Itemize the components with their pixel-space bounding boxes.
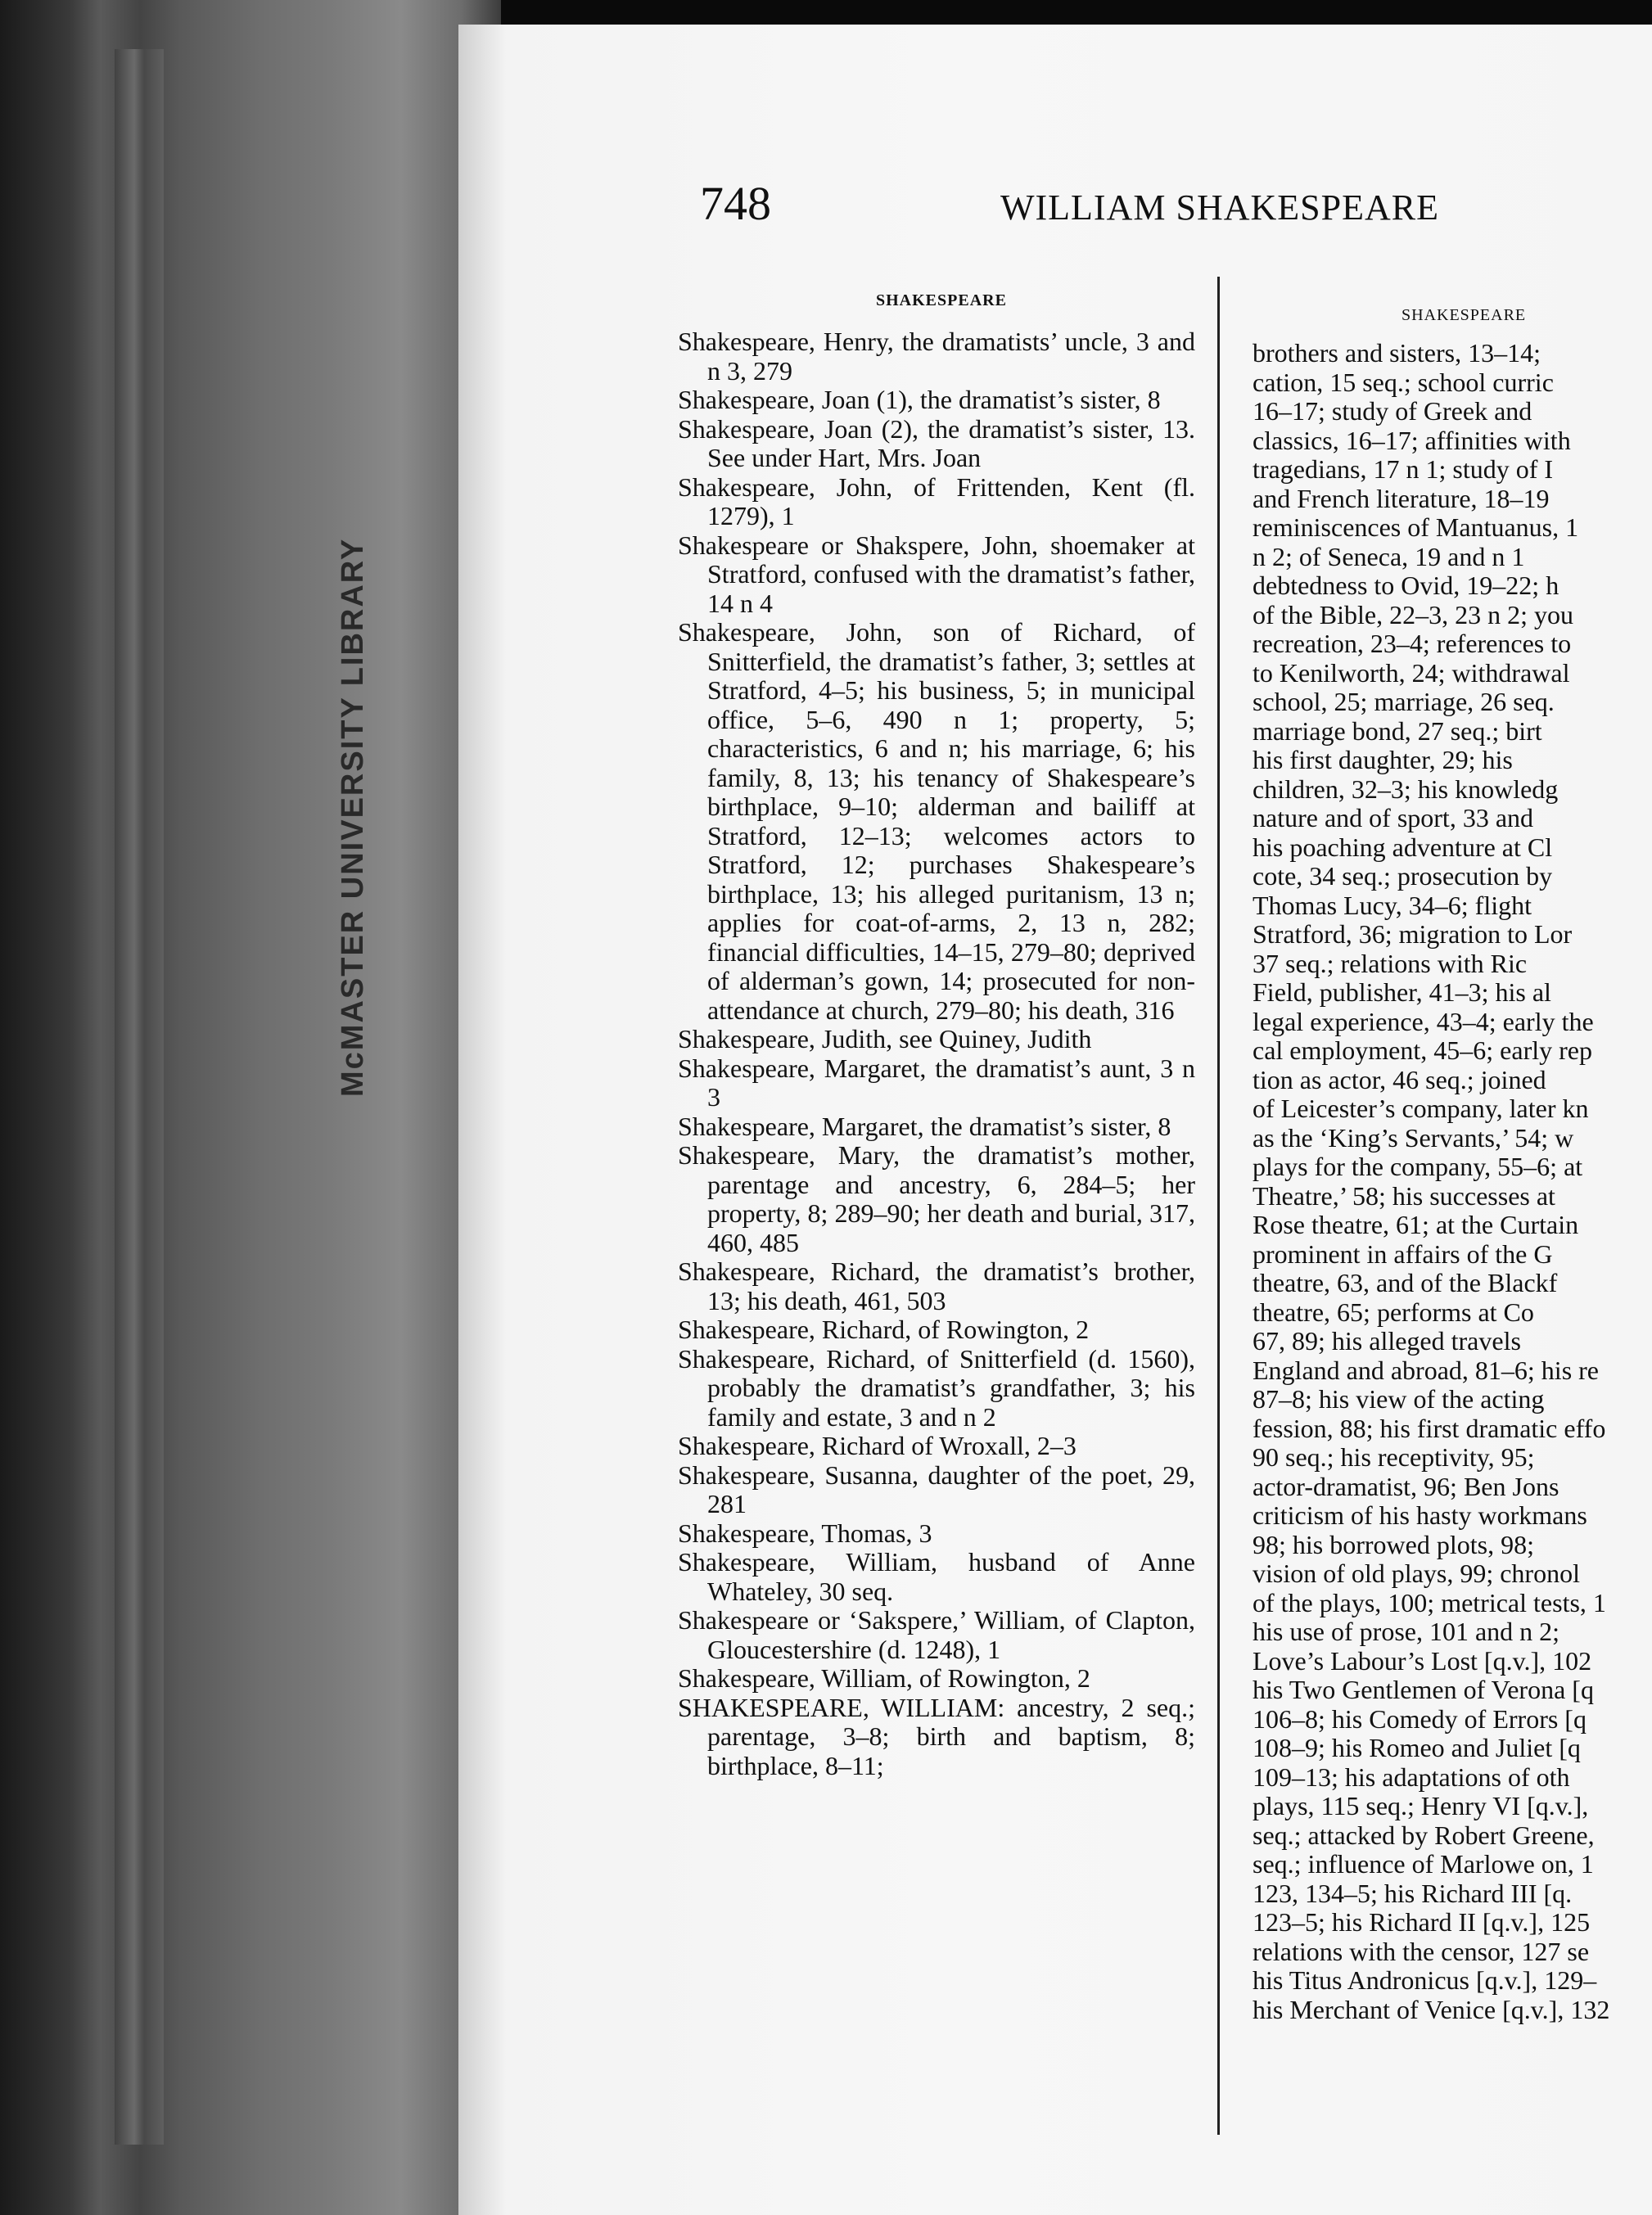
- index-line: classics, 16–17; affinities with: [1253, 425, 1571, 455]
- index-entry: Shakespeare, John, son of Richard, of Snitterfield, the dramatist’s father, 3; settles at Stratford, 4–5; his business, 5; in municipal office, 5–6, 490 n 1; property, 5; characteristics, 6 and n; his marriage, 6; his family, 8, 13; his tenancy of Shakespeare’s birthplace, 9–10; alderman and bailiff at Stratford, 12–13; welcomes actors to Stratford, 12; purchases Shakespeare’s birthplace, 13; his alleged puritanism, 13 n; applies for coat-of-arms, 2, 13 n, 282; financial difficulties, 14–15, 279–80; deprived of alderman’s gown, 14; prosecuted for non-attendance at church, 279–80; his death, 316: [678, 617, 1195, 1025]
- index-line: school, 25; marriage, 26 seq.: [1253, 687, 1555, 716]
- index-entry: Shakespeare, Henry, the dramatists’ uncle, 3 and n 3, 279: [678, 327, 1195, 386]
- index-entry: Shakespeare, Margaret, the dramatist’s aunt, 3 n 3: [678, 1053, 1195, 1112]
- index-entry: SHAKESPEARE, WILLIAM: ancestry, 2 seq.; parentage, 3–8; birth and baptism, 8; birthplace, 8–11;: [678, 1692, 1195, 1780]
- index-line: children, 32–3; his knowledg: [1253, 774, 1559, 804]
- index-line: tion as actor, 46 seq.; joined: [1253, 1064, 1546, 1094]
- book-binding: [0, 0, 501, 2215]
- index-line: 98; his borrowed plots, 98;: [1253, 1529, 1534, 1559]
- index-line: Theatre,’ 58; his successes at: [1253, 1180, 1555, 1211]
- index-line: 109–13; his adaptations of oth: [1253, 1762, 1570, 1792]
- index-line: Field, publisher, 41–3; his al: [1253, 977, 1551, 1007]
- index-line: 123–5; his Richard II [q.v.], 125: [1253, 1907, 1591, 1937]
- index-entry: Shakespeare, Joan (1), the dramatist’s sister, 8: [678, 385, 1161, 414]
- index-line: and French literature, 18–19: [1253, 483, 1550, 513]
- index-line: theatre, 63, and of the Blackf: [1253, 1268, 1558, 1297]
- right-column-heading: SHAKESPEARE: [1401, 306, 1527, 324]
- index-line: seq.; influence of Marlowe on, 1: [1253, 1849, 1594, 1879]
- index-line: as the ‘King’s Servants,’ 54; w: [1253, 1122, 1574, 1153]
- index-line: 87–8; his view of the acting: [1253, 1384, 1545, 1414]
- index-entry: Shakespeare, William, husband of Anne Whateley, 30 seq.: [678, 1547, 1195, 1606]
- index-entry: Shakespeare, Mary, the dramatist’s mother, parentage and ancestry, 6, 284–5; her property, 8; 289–90; her death and burial, 317, 460, 485: [678, 1140, 1195, 1257]
- index-line: Love’s Labour’s Lost [q.v.], 102: [1253, 1645, 1592, 1676]
- index-line: 37 seq.; relations with Ric: [1253, 948, 1528, 978]
- index-entry: Shakespeare, William, of Rowington, 2: [678, 1663, 1090, 1693]
- index-line: theatre, 65; performs at Co: [1253, 1297, 1534, 1327]
- index-line: seq.; attacked by Robert Greene,: [1253, 1820, 1595, 1850]
- index-line: Rose theatre, 61; at the Curtain: [1253, 1210, 1579, 1239]
- index-entry: Shakespeare, Joan (2), the dramatist’s sister, 13. See under Hart, Mrs. Joan: [678, 413, 1195, 472]
- index-line: relations with the censor, 127 se: [1253, 1936, 1590, 1966]
- index-line: his first daughter, 29; his: [1253, 745, 1513, 774]
- index-line: Thomas Lucy, 34–6; flight: [1253, 890, 1532, 920]
- index-line: 16–17; study of Greek and: [1253, 396, 1532, 426]
- index-line: tragedians, 17 n 1; study of I: [1253, 454, 1554, 484]
- index-entry: Shakespeare, Richard, of Rowington, 2: [678, 1315, 1090, 1344]
- index-entry: Shakespeare, Margaret, the dramatist’s sister, 8: [678, 1111, 1171, 1141]
- index-line: brothers and sisters, 13–14;: [1253, 339, 1541, 368]
- index-line: to Kenilworth, 24; withdrawal: [1253, 657, 1570, 688]
- index-line: of the Bible, 22–3, 23 n 2; you: [1253, 599, 1573, 629]
- index-line: actor-dramatist, 96; Ben Jons: [1253, 1471, 1559, 1501]
- page-number: 748: [700, 177, 771, 230]
- index-entry: Shakespeare, Richard, the dramatist’s brother, 13; his death, 461, 503: [678, 1256, 1195, 1315]
- index-entry: Shakespeare, Richard, of Snitterfield (d. 1560), probably the dramatist’s grandfather, 3; his family and estate, 3 and n 2: [678, 1343, 1195, 1432]
- index-entry: Shakespeare or Shakspere, John, shoemaker at Stratford, confused with the dramatist’s father, 14 n 4: [678, 530, 1195, 618]
- index-line: 108–9; his Romeo and Juliet [q: [1253, 1733, 1581, 1762]
- index-line: 67, 89; his alleged travels: [1253, 1326, 1521, 1356]
- index-line: his poaching adventure at Cl: [1253, 832, 1553, 862]
- index-entry: Shakespeare, Susanna, daughter of the poet, 29, 281: [678, 1459, 1195, 1518]
- index-line: vision of old plays, 99; chronol: [1253, 1559, 1580, 1588]
- index-line: plays for the company, 55–6; at: [1253, 1152, 1583, 1181]
- index-line: Stratford, 36; migration to Lor: [1253, 919, 1573, 949]
- index-entry: Shakespeare, John, of Frittenden, Kent (fl. 1279), 1: [678, 471, 1195, 530]
- index-line: criticism of his hasty workmans: [1253, 1500, 1587, 1530]
- spine-edge: [115, 49, 164, 2145]
- running-head: WILLIAM SHAKESPEARE: [1000, 187, 1439, 228]
- right-column: [1253, 339, 1652, 2156]
- index-line: 106–8; his Comedy of Errors [q: [1253, 1703, 1587, 1734]
- left-column: [678, 327, 1195, 1780]
- library-stamp: McMASTER UNIVERSITY LIBRARY: [336, 537, 370, 1097]
- index-entry: Shakespeare, Thomas, 3: [678, 1518, 932, 1548]
- index-entry: Shakespeare, Judith, see Quiney, Judith: [678, 1024, 1092, 1053]
- index-line: cal employment, 45–6; early rep: [1253, 1035, 1592, 1065]
- index-line: cation, 15 seq.; school curric: [1253, 367, 1554, 397]
- index-line: reminiscences of Mantuanus, 1: [1253, 512, 1579, 542]
- index-line: 123, 134–5; his Richard III [q.: [1253, 1878, 1573, 1908]
- index-line: his Merchant of Venice [q.v.], 132: [1253, 1994, 1610, 2024]
- left-column-heading: SHAKESPEARE: [876, 291, 1007, 309]
- index-line: England and abroad, 81–6; his re: [1253, 1355, 1599, 1385]
- index-line: n 2; of Seneca, 19 and n 1: [1253, 541, 1525, 571]
- index-line: his use of prose, 101 and n 2;: [1253, 1617, 1560, 1646]
- index-line: 90 seq.; his receptivity, 95;: [1253, 1442, 1535, 1472]
- column-divider: [1217, 277, 1220, 2135]
- index-entry: Shakespeare, Richard of Wroxall, 2–3: [678, 1431, 1077, 1460]
- index-line: of Leicester’s company, later kn: [1253, 1094, 1589, 1123]
- index-line: cote, 34 seq.; prosecution by: [1253, 861, 1553, 891]
- index-line: his Two Gentlemen of Verona [q: [1253, 1675, 1594, 1704]
- index-line: marriage bond, 27 seq.; birt: [1253, 715, 1542, 746]
- index-line: of the plays, 100; metrical tests, 1: [1253, 1587, 1606, 1617]
- index-line: recreation, 23–4; references to: [1253, 629, 1572, 658]
- index-line: his Titus Andronicus [q.v.], 129–: [1253, 1965, 1597, 1995]
- index-line: plays, 115 seq.; Henry VI [q.v.],: [1253, 1791, 1589, 1820]
- index-line: legal experience, 43–4; early the: [1253, 1006, 1594, 1036]
- index-entry: Shakespeare or ‘Sakspere,’ William, of Clapton, Gloucestershire (d. 1248), 1: [678, 1605, 1195, 1664]
- index-line: debtedness to Ovid, 19–22; h: [1253, 571, 1559, 600]
- index-line: prominent in affairs of the G: [1253, 1238, 1553, 1269]
- index-line: fession, 88; his first dramatic effo: [1253, 1413, 1606, 1443]
- index-line: nature and of sport, 33 and: [1253, 803, 1534, 832]
